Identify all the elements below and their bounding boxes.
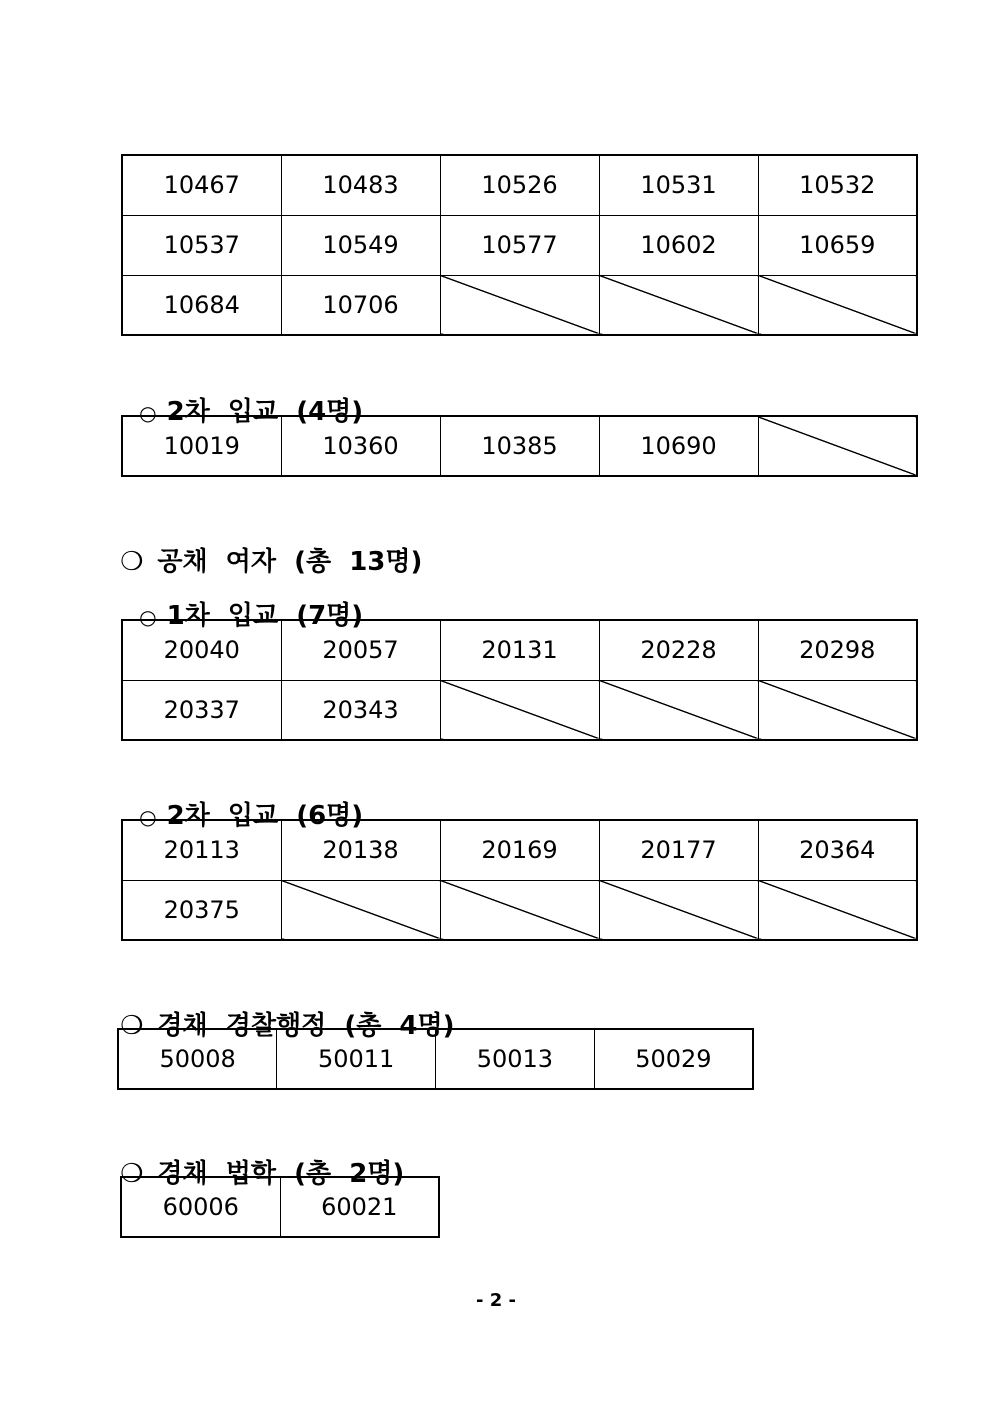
table-cell: 10659 [758, 215, 917, 275]
table-cell: 20138 [281, 820, 440, 880]
table-row [122, 215, 917, 275]
empty-cell [599, 880, 758, 940]
table-row [121, 1177, 439, 1237]
heading-text: 2차 입교 (6명) [166, 801, 364, 831]
table-female-2nd-entry [121, 819, 918, 941]
empty-cell [758, 275, 917, 335]
table-cell: 20343 [281, 680, 440, 740]
table-row [122, 680, 917, 740]
heading-text: 경채 경찰행정 (총 4명) [157, 1011, 455, 1041]
empty-cell [599, 275, 758, 335]
table-cell: 10467 [122, 155, 281, 215]
circle-bullet-icon: ○ [139, 805, 157, 829]
table-male-2nd-entry [121, 415, 918, 477]
table-cell: 10690 [599, 416, 758, 476]
table-cell: 20169 [440, 820, 599, 880]
table-cell: 10360 [281, 416, 440, 476]
table-row [122, 820, 917, 880]
table-cell: 50008 [118, 1029, 277, 1089]
circle-bullet-icon: ○ [139, 605, 157, 629]
table-cell: 20177 [599, 820, 758, 880]
table-cell: 10602 [599, 215, 758, 275]
table-row [122, 416, 917, 476]
table-cell: 20228 [599, 620, 758, 680]
empty-cell [758, 680, 917, 740]
empty-cell [440, 680, 599, 740]
table-cell: 10549 [281, 215, 440, 275]
table-cell: 10385 [440, 416, 599, 476]
table-cell: 10577 [440, 215, 599, 275]
table-cell: 20337 [122, 680, 281, 740]
table-cell: 60006 [121, 1177, 280, 1237]
table-cell: 10526 [440, 155, 599, 215]
table-law [120, 1176, 440, 1238]
table-cell: 20040 [122, 620, 281, 680]
table-cell: 20298 [758, 620, 917, 680]
empty-cell [281, 880, 440, 940]
table-row [122, 155, 917, 215]
table-cell: 10532 [758, 155, 917, 215]
table-cell: 10706 [281, 275, 440, 335]
heading-text: 1차 입교 (7명) [166, 601, 364, 631]
table-cell: 60021 [280, 1177, 439, 1237]
table-cell: 50013 [436, 1029, 595, 1089]
empty-cell [440, 880, 599, 940]
table-police-admin [117, 1028, 754, 1090]
table-cell: 20131 [440, 620, 599, 680]
table-row [122, 275, 917, 335]
table-cell: 10019 [122, 416, 281, 476]
hollow-circle-bullet-icon: ❍ [120, 547, 144, 577]
table-row [122, 620, 917, 680]
page-number: - 2 - [476, 1290, 516, 1311]
table-cell: 20375 [122, 880, 281, 940]
table-cell: 10531 [599, 155, 758, 215]
hollow-circle-bullet-icon: ❍ [120, 1159, 144, 1189]
table-row [122, 880, 917, 940]
empty-cell [758, 416, 917, 476]
table-cell: 10483 [281, 155, 440, 215]
table-cell: 50029 [594, 1029, 753, 1089]
heading-text: 공채 여자 (총 13명) [157, 547, 423, 577]
table-female-1st-entry [121, 619, 918, 741]
table-cell: 50011 [277, 1029, 436, 1089]
table-continued-male-1st [121, 154, 918, 336]
empty-cell [758, 880, 917, 940]
table-row [118, 1029, 753, 1089]
heading-text: 경채 법학 (총 2명) [157, 1159, 405, 1189]
heading-text: 2차 입교 (4명) [166, 397, 364, 427]
empty-cell [440, 275, 599, 335]
table-cell: 20113 [122, 820, 281, 880]
table-cell: 20364 [758, 820, 917, 880]
circle-bullet-icon: ○ [139, 401, 157, 425]
hollow-circle-bullet-icon: ❍ [120, 1011, 144, 1041]
table-cell: 10684 [122, 275, 281, 335]
empty-cell [599, 680, 758, 740]
table-cell: 10537 [122, 215, 281, 275]
table-cell: 20057 [281, 620, 440, 680]
